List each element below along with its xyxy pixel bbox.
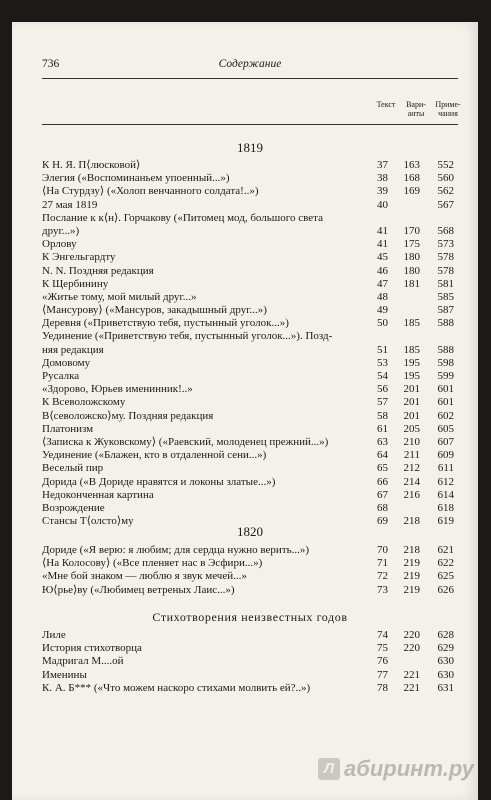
entry-notes-page: 621 [437, 544, 454, 556]
entry-variants-page: 181 [403, 277, 420, 290]
toc-entry [42, 629, 458, 642]
entry-text-page: 48 [377, 290, 388, 303]
entry-notes-page: 598 [437, 356, 454, 369]
entry-text-page: 65 [377, 462, 388, 475]
section-title-1819: 1819 [237, 140, 263, 155]
entry-variants-page: 201 [403, 396, 420, 409]
entry-title: Элегия («Воспоминаньем упоенный...») [42, 172, 230, 185]
entry-title: В⟨севоложско⟩му. Поздняя редакция [42, 409, 214, 422]
entry-text-page: 72 [377, 570, 388, 583]
entry-text-page: 76 [377, 655, 388, 668]
entry-title: Деревня («Приветствую тебя, пустынный уголок...») [42, 317, 289, 330]
entry-variants-page: 220 [403, 629, 420, 641]
entry-text-page: 49 [377, 304, 388, 317]
entry-variants-page: 220 [403, 642, 420, 655]
toc-entry [42, 396, 458, 409]
entry-text-page: 63 [377, 435, 388, 448]
entry-title: Домовому [42, 356, 91, 369]
toc-entry [42, 291, 458, 304]
toc-entry [42, 462, 458, 475]
entry-title: Стансы Т⟨олсто⟩му [42, 515, 134, 528]
entry-text-page: 71 [377, 557, 388, 570]
entry-text-page: 74 [377, 629, 388, 641]
entry-variants-page: 219 [403, 570, 420, 583]
entry-title: «Здорово, Юрьев именинник!..» [42, 383, 193, 396]
entry-text-page: 47 [377, 277, 388, 290]
entry-variants-page: 185 [403, 317, 420, 330]
toc-entry [42, 584, 458, 597]
entry-variants-page: 163 [403, 159, 420, 171]
toc-entry [42, 476, 458, 489]
entry-title: К Энгельгардту [42, 251, 116, 264]
entry-title: друг...») [42, 224, 80, 237]
entry-title: История стихотворца [42, 642, 142, 655]
entry-notes-page: 619 [437, 515, 454, 528]
entry-variants-page: 168 [403, 172, 420, 185]
header-rule [42, 78, 458, 79]
toc-entry [42, 225, 458, 238]
entry-title: ⟨Мансурову⟩ («Мансуров, закадышный друг...») [42, 304, 267, 317]
entry-variants-page: 210 [403, 435, 420, 448]
toc-entry [42, 642, 458, 655]
entry-variants-page: 170 [403, 224, 420, 237]
entry-notes-page: 631 [437, 681, 454, 694]
entry-notes-page: 560 [437, 172, 454, 185]
toc-entry [42, 344, 458, 357]
entry-title: Дориде («Я верю: я любим; для сердца нужно верить...») [42, 544, 310, 556]
entries-unknown-years [42, 629, 458, 695]
entry-title: Мадригал М....ой [42, 655, 124, 668]
entry-title: Веселый пир [42, 462, 104, 475]
entries-1820 [42, 544, 458, 597]
entry-text-page: 40 [377, 198, 388, 211]
toc-entry [42, 357, 458, 370]
entry-title: Послание к к⟨н⟩. Горчакову («Питомец мод, большого света [42, 211, 323, 224]
entry-title: Орлову [42, 238, 77, 251]
entry-notes-page: 625 [437, 570, 454, 583]
entry-text-page: 73 [377, 583, 388, 596]
entry-text-page: 53 [377, 356, 388, 369]
entry-variants-page: 212 [403, 462, 420, 475]
entry-title: ⟨На Колосову⟩ («Все пленяет нас в Эсфири...») [42, 557, 263, 570]
entry-notes-page: 629 [437, 642, 454, 655]
entry-title: Русалка [42, 370, 80, 382]
entry-notes-page: 585 [437, 290, 454, 303]
entry-text-page: 51 [377, 343, 388, 356]
entry-notes-page: 609 [437, 449, 454, 462]
entry-title: 27 мая 1819 [42, 198, 98, 211]
page-number: 736 [42, 58, 60, 70]
entry-text-page: 56 [377, 383, 388, 396]
entry-variants-page: 218 [403, 515, 420, 528]
toc-entry [42, 185, 458, 198]
entry-notes-page: 567 [437, 198, 454, 211]
toc-entry [42, 682, 458, 695]
column-headers [374, 100, 464, 136]
entry-notes-page: 602 [437, 409, 454, 422]
entry-text-page: 50 [377, 317, 388, 330]
entry-title: няя редакция [42, 343, 104, 356]
entry-notes-page: 588 [437, 317, 454, 330]
toc-entry [42, 278, 458, 291]
entry-text-page: 46 [377, 264, 388, 277]
book-page [12, 22, 478, 800]
entry-notes-page: 552 [437, 159, 454, 171]
entry-variants-page: 205 [403, 422, 420, 435]
entry-notes-page: 628 [437, 629, 454, 641]
toc-entry [42, 265, 458, 278]
toc-entry [42, 655, 458, 668]
entry-text-page: 39 [377, 185, 388, 198]
column-header-variants: Вари-анты [406, 100, 426, 118]
entry-text-page: 69 [377, 515, 388, 528]
column-header-text: Текст [376, 100, 396, 109]
entry-notes-page: 573 [437, 238, 454, 251]
entry-variants-page: 216 [403, 488, 420, 501]
entry-title: Именины [42, 668, 87, 681]
entry-text-page: 41 [377, 238, 388, 251]
toc-entry [42, 557, 458, 570]
entry-title: К Всеволожскому [42, 396, 126, 409]
entry-notes-page: 578 [437, 251, 454, 264]
entry-notes-page: 612 [437, 475, 454, 488]
entry-variants-page: 180 [403, 264, 420, 277]
entry-notes-page: 578 [437, 264, 454, 277]
watermark [318, 756, 474, 786]
entry-variants-page: 185 [403, 343, 420, 356]
entry-notes-page: 587 [437, 304, 454, 317]
entry-variants-page: 218 [403, 544, 420, 556]
toc-entry [42, 502, 458, 515]
entry-text-page: 78 [377, 681, 388, 694]
toc-entry [42, 212, 458, 225]
entry-notes-page: 568 [437, 224, 454, 237]
toc-entry [42, 251, 458, 264]
entry-title: Ю⟨рье⟩ву («Любимец ветреных Лаис...») [42, 583, 235, 596]
entry-text-page: 37 [377, 159, 388, 171]
toc-entry [42, 489, 458, 502]
entry-notes-page: 562 [437, 185, 454, 198]
entry-text-page: 57 [377, 396, 388, 409]
entry-variants-page: 219 [403, 583, 420, 596]
toc-entry [42, 330, 458, 343]
entry-variants-page: 221 [403, 681, 420, 694]
entry-title: ⟨Записка к Жуковскому⟩ («Раевский, молоденец прежний...») [42, 435, 329, 448]
entry-text-page: 45 [377, 251, 388, 264]
entry-notes-page: 605 [437, 422, 454, 435]
running-header [42, 58, 458, 74]
entry-text-page: 58 [377, 409, 388, 422]
entry-text-page: 75 [377, 642, 388, 655]
entry-notes-page: 622 [437, 557, 454, 570]
toc-entry [42, 304, 458, 317]
watermark-logo: Л [318, 758, 340, 780]
toc-entry [42, 423, 458, 436]
entry-notes-page: 607 [437, 435, 454, 448]
toc-entry [42, 544, 458, 557]
toc-entry [42, 383, 458, 396]
entry-variants-page: 201 [403, 383, 420, 396]
entry-title: N. N. Поздняя редакция [42, 264, 154, 277]
toc-entry [42, 669, 458, 682]
section-title-1820: 1820 [237, 524, 263, 539]
entry-title: Возрождение [42, 501, 105, 514]
toc-entry [42, 317, 458, 330]
entry-text-page: 68 [377, 501, 388, 514]
toc-entry [42, 238, 458, 251]
entry-title: ⟨На Стурдзу⟩ («Холоп венчанного солдата!..») [42, 185, 259, 198]
entry-text-page: 54 [377, 370, 388, 382]
entry-variants-page: 169 [403, 185, 420, 198]
section-title-unknown-years: Стихотворения неизвестных годов [152, 610, 348, 624]
entry-variants-page: 180 [403, 251, 420, 264]
entry-notes-page: 599 [437, 370, 454, 382]
entry-notes-page: 630 [437, 655, 454, 668]
toc-entry [42, 436, 458, 449]
entry-title: Уединение («Блажен, кто в отдаленной сени...») [42, 449, 267, 462]
entry-variants-page: 201 [403, 409, 420, 422]
entries-1819 [42, 159, 458, 528]
entry-text-page: 41 [377, 224, 388, 237]
entry-notes-page: 611 [437, 462, 454, 475]
entry-title: К Щербинину [42, 277, 109, 290]
entry-text-page: 61 [377, 422, 388, 435]
entry-variants-page: 214 [403, 475, 420, 488]
entry-notes-page: 601 [437, 383, 454, 396]
entry-variants-page: 195 [403, 356, 420, 369]
entry-notes-page: 588 [437, 343, 454, 356]
entry-text-page: 67 [377, 488, 388, 501]
toc-entry [42, 159, 458, 172]
entry-text-page: 70 [377, 544, 388, 556]
toc-entry [42, 410, 458, 423]
column-header-rule [42, 124, 458, 125]
entry-title: Лиле [42, 629, 66, 641]
column-header-notes: Приме-чания [435, 100, 461, 118]
entry-title: К. А. Б*** («Что можем наскоро стихами молвить ей?..») [42, 681, 311, 694]
entry-text-page: 77 [377, 668, 388, 681]
entry-text-page: 38 [377, 172, 388, 185]
toc-entry [42, 570, 458, 583]
entry-notes-page: 630 [437, 668, 454, 681]
entry-text-page: 66 [377, 475, 388, 488]
entry-notes-page: 601 [437, 396, 454, 409]
toc-entry [42, 449, 458, 462]
entry-variants-page: 221 [403, 668, 420, 681]
page-title: Содержание [218, 58, 282, 70]
entry-variants-page: 219 [403, 557, 420, 570]
entry-notes-page: 614 [437, 488, 454, 501]
watermark-text: абиринт.ру [344, 756, 474, 781]
entry-title: Дорида («В Дориде нравятся и локоны златые...») [42, 475, 276, 488]
entry-variants-page: 195 [403, 370, 420, 382]
toc-entry [42, 370, 458, 383]
entry-variants-page: 211 [403, 449, 420, 462]
entry-title: Платонизм [42, 422, 94, 435]
entry-title: К Н. Я. П⟨люсковой⟩ [42, 159, 141, 171]
toc-entry [42, 172, 458, 185]
entry-notes-page: 626 [437, 583, 454, 596]
entry-notes-page: 581 [437, 277, 454, 290]
entry-variants-page: 175 [403, 238, 420, 251]
entry-text-page: 64 [377, 449, 388, 462]
entry-title: Недоконченная картина [42, 488, 154, 501]
entry-notes-page: 618 [437, 501, 454, 514]
entry-title: «Житье тому, мой милый друг...» [42, 290, 197, 303]
toc-entry [42, 199, 458, 212]
entry-title: Уединение («Приветствую тебя, пустынный уголок...»). Позд- [42, 330, 333, 343]
entry-title: «Мне бой знаком — люблю я звук мечей...» [42, 570, 247, 583]
